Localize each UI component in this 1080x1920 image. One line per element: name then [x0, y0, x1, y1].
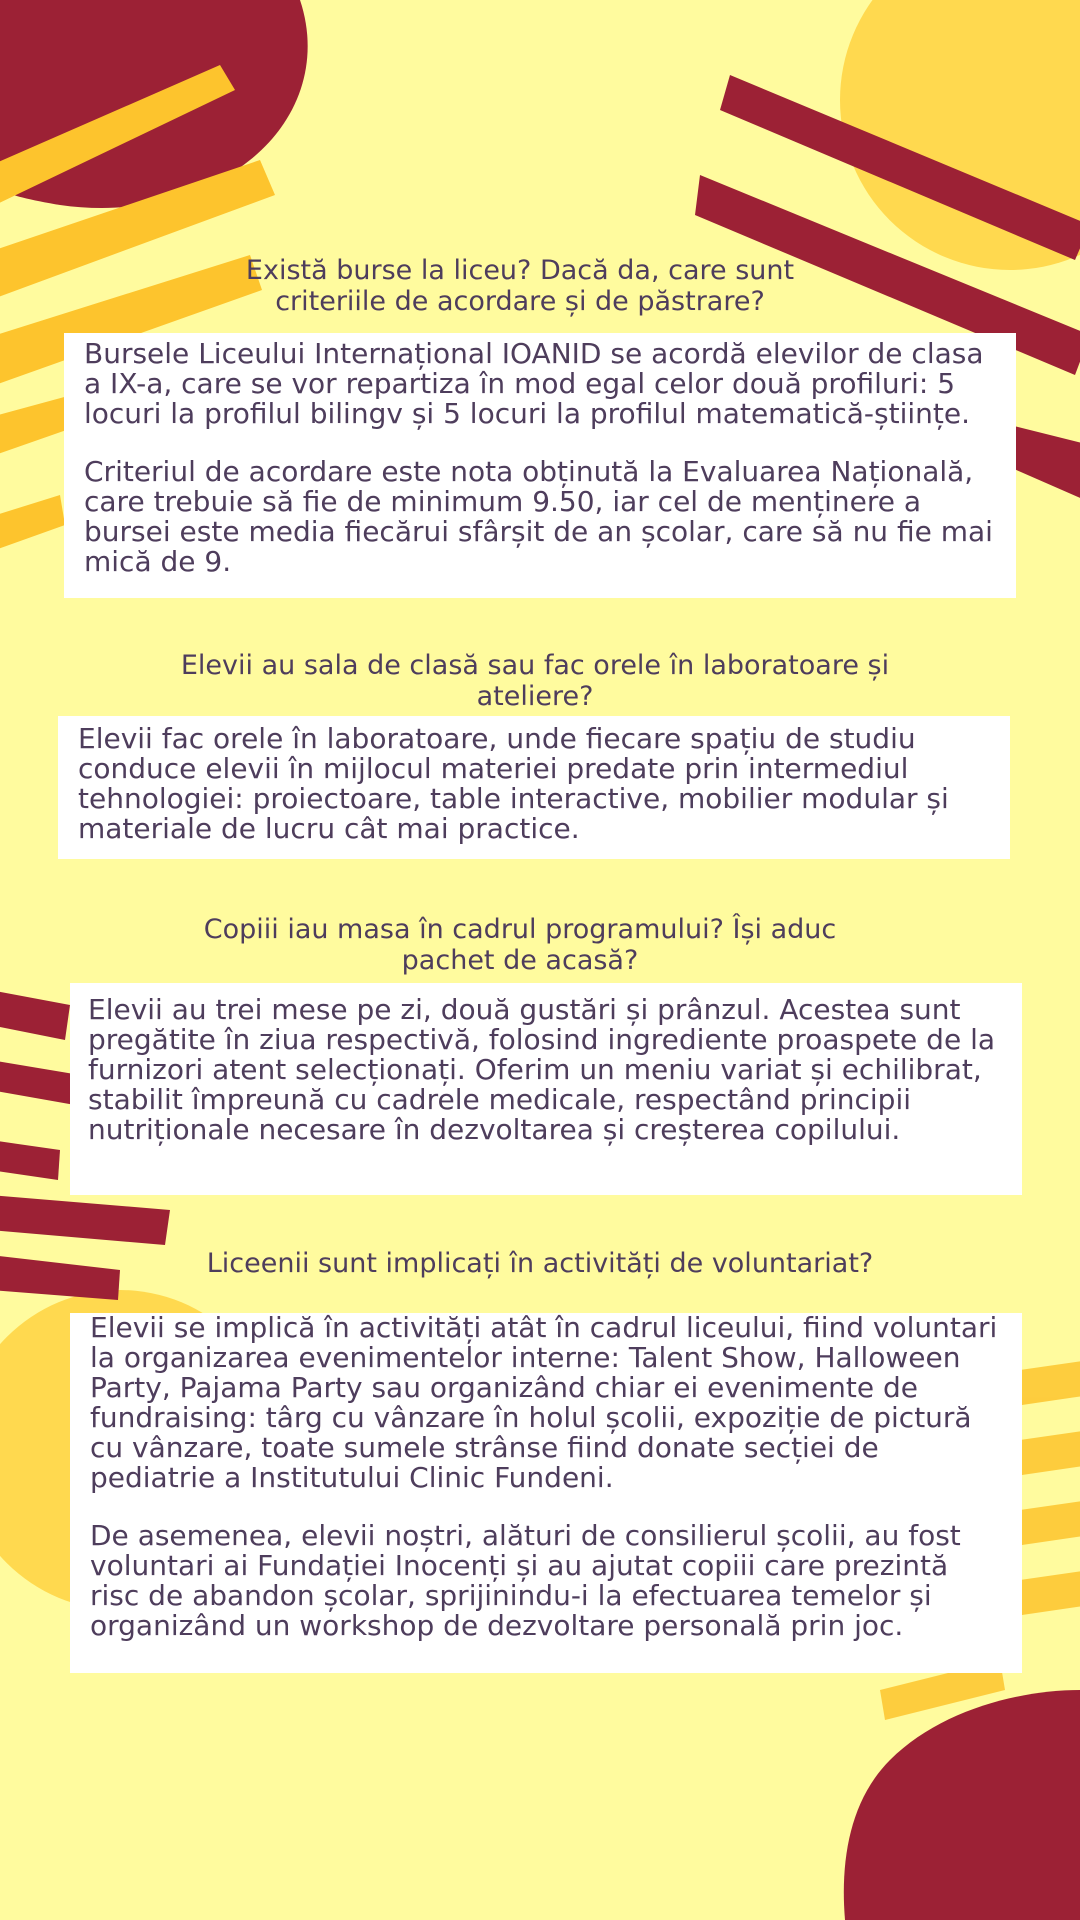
answer-paragraph: Elevii au trei mese pe zi, două gustări și prânzul. Acestea sunt pregătite în ziua respectivă, folosind ingrediente proaspete de la furnizori atent selecționați. Oferim un meniu variat și echilibrat, stabilit împreună cu cadrele medicale, respectând principii nutriționale necesare în dezvoltarea și creșterea copilului. — [88, 993, 996, 1146]
crimson-blob-bottom-right — [844, 1690, 1080, 1920]
question-scholarships: Există burse la liceu? Dacă da, care sunt criteriile de acordare și de păstrare? — [245, 255, 795, 317]
answer-box-scholarships — [64, 333, 1016, 598]
answer-paragraph: Criteriul de acordare este nota obținută la Evaluarea Națională, care trebuie să fie de minimum 9.50, iar cel de menținere a bursei este media fiecărui sfârșit de an școlar, care să nu fie mai mică de 9. — [84, 455, 993, 578]
question-classrooms: Elevii au sala de clasă sau fac orele în laboratoare și ateliere? — [180, 650, 890, 712]
question-meals: Copiii iau masa în cadrul programului? Își aduc pachet de acasă? — [203, 914, 837, 976]
question-volunteering: Liceenii sunt implicați în activități de voluntariat? — [206, 1248, 874, 1279]
answer-paragraph: Elevii se implică în activități atât în cadrul liceului, fiind voluntari la organizarea evenimentelor interne: Talent Show, Halloween Party, Pajama Party sau organizând chiar ei evenimente de fundraising: târg cu vânzare în holul școlii, expoziție de pictură cu vânzare, toate sumele strânse fiind donate secției de pediatrie a Institutului Clinic Fundeni. — [90, 1311, 998, 1494]
answer-box-meals — [70, 983, 1022, 1195]
answer-paragraph: Elevii fac orele în laboratoare, unde fiecare spațiu de studiu conduce elevii în mijlocul materiei predate prin intermediul tehnologiei: proiectoare, table interactive, mobilier modular și materiale de lucru cât mai practice. — [78, 722, 949, 845]
answer-paragraph: De asemenea, elevii noștri, alături de consilierul școlii, au fost voluntari ai Fundației Inocenți și au ajutat copiii care prezintă risc de abandon școlar, sprijinindu-i la efectuarea temelor și organizând un workshop de dezvoltare personală prin joc. — [90, 1519, 961, 1642]
answer-box-classrooms — [58, 716, 1010, 859]
answer-paragraph: Bursele Liceului Internațional IOANID se acordă elevilor de clasa a IX-a, care se vor repartiza în mod egal celor două profiluri: 5 locuri la profilul bilingv și 5 locuri la profilul matematică-științe. — [84, 337, 984, 430]
answer-box-volunteering — [70, 1313, 1022, 1673]
